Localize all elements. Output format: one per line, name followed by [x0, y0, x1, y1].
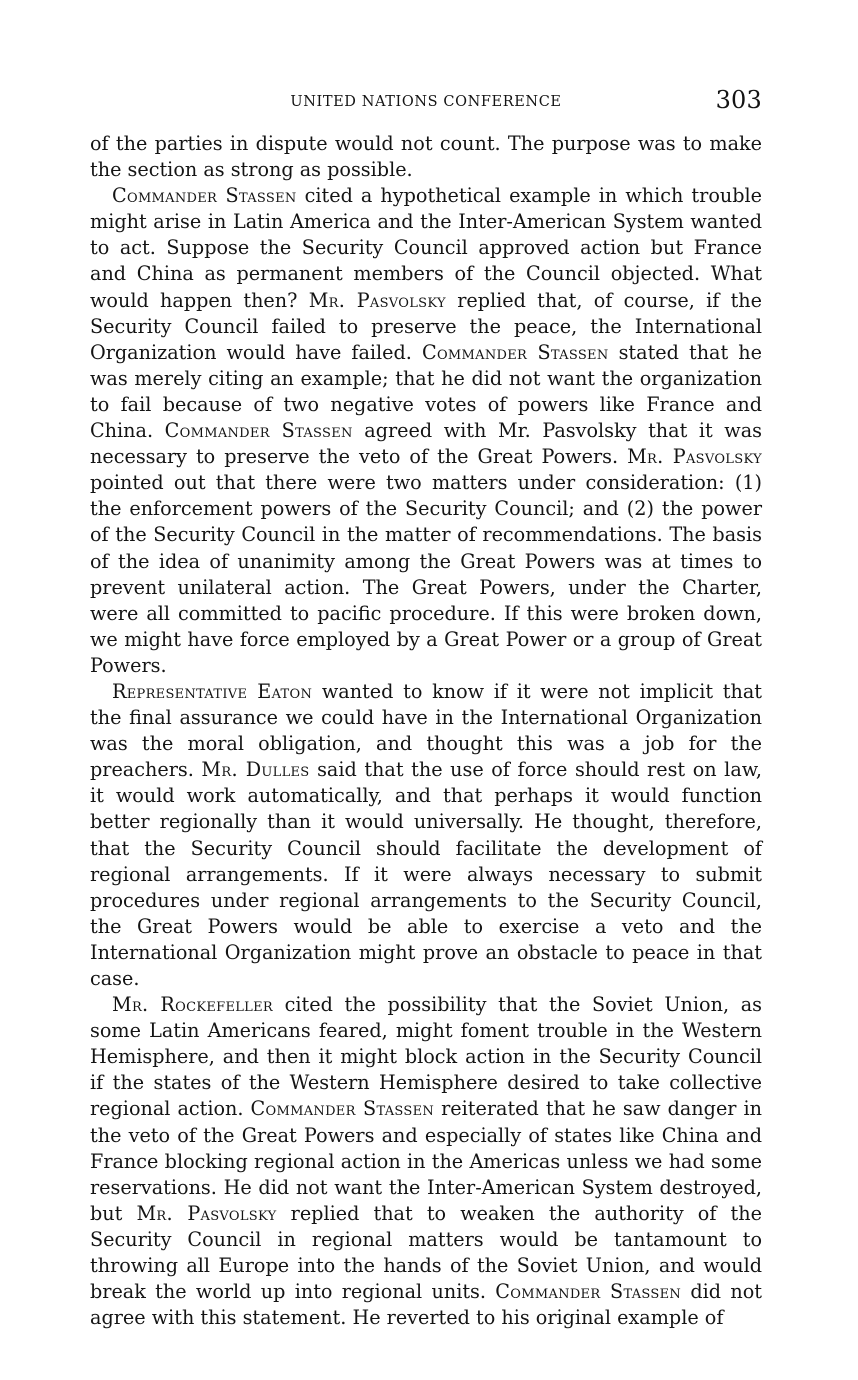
paragraph — [90, 183, 762, 679]
body-text — [90, 131, 762, 1331]
paragraph — [90, 992, 762, 1331]
speaker-name: Commander Stassen — [421, 340, 609, 364]
page-number: 303 — [715, 86, 762, 114]
paragraph-text: said that the use of force should rest on law, it would work automatically, and that perhaps it would function better regionally than it would universally. He thought, therefore, that the Security Council should facilitate the development of regional arrangements. If it were always necessary to submit procedures under regional arrangements to the Security Council, the Great Powers would be able to exercise a veto and the International Organization might prove an obstacle to peace in that case. — [90, 758, 763, 990]
paragraph-text: cited the possibility that the Soviet Union, as some Latin Americans feared, might foment trouble in the Western Hemisphere, and then it might block action in the Security Council if the states of the Western Hemisphere desired to take collective regional action. — [90, 993, 762, 1121]
speaker-name: Commander Stassen — [495, 1280, 682, 1304]
paragraph-text: stated that he was merely citing an example; that he did not want the organization to fail because of two negative votes of powers like France and China. — [90, 340, 762, 443]
running-head — [90, 86, 762, 118]
speaker-name: Mr. Pasvolsky — [308, 288, 446, 312]
paragraph-text: replied that to weaken the authority of the Security Council in regional matters would be tantamount to throwing all Europe into the hands of the Soviet Union, and would break the world up into regional units. — [90, 1201, 762, 1304]
speaker-name: Mr. Pasvolsky — [627, 445, 762, 469]
speaker-name: Commander Stassen — [164, 419, 353, 443]
paragraph-text: agreed with Mr. Pasvolsky that it was necessary to preserve the veto of the Great Powers. — [90, 419, 762, 469]
running-title: UNITED NATIONS CONFERENCE — [290, 94, 562, 110]
paragraph-text: reiterated that he saw danger in the veto of the Great Powers and especially of states like China and France blocking regional action in the Americas unless we had some reservations. He did not want the Inter-American System destroyed, but — [90, 1097, 762, 1225]
paragraph-text: did not agree with this statement. He reverted to his original example of — [90, 1280, 762, 1330]
speaker-name: Commander Stassen — [250, 1097, 435, 1121]
speaker-name: Commander Stassen — [112, 184, 297, 208]
paragraph-text: cited a hypothetical example in which trouble might arise in Latin America and the Inter-American System wanted to act. Suppose the Security Council approved action but France and China as permanent members of the Council objected. What would happen then? — [90, 184, 762, 312]
paragraph — [90, 131, 762, 183]
speaker-name: Representative Eaton — [112, 679, 313, 703]
speaker-name: Mr. Dulles — [201, 758, 310, 782]
speaker-name: Mr. Rockefeller — [112, 993, 273, 1017]
paragraph-text: replied that, of course, if the Security Council failed to preserve the peace, the International Organization would have failed. — [90, 288, 763, 364]
paragraph-text: of the parties in dispute would not count. The purpose was to make the section as strong as possible. — [90, 132, 762, 182]
paragraph — [90, 679, 762, 992]
paragraph-text: wanted to know if it were not implicit that the final assurance we could have in the International Organization was the moral obligation, and thought this was a job for the preachers. — [90, 679, 762, 782]
speaker-name: Mr. Pasvolsky — [136, 1201, 277, 1225]
paragraph-text: pointed out that there were two matters under consideration: (1) the enforcement powers of the Security Council; and (2) the power of the Security Council in the matter of recommendations. The basis of the idea of unanimity among the Great Powers was at times to prevent unilateral action. The Great Powers, under the Charter, were all committed to pacific procedure. If this were broken down, we might have force employed by a Great Power or a group of Great Powers. — [90, 471, 762, 677]
